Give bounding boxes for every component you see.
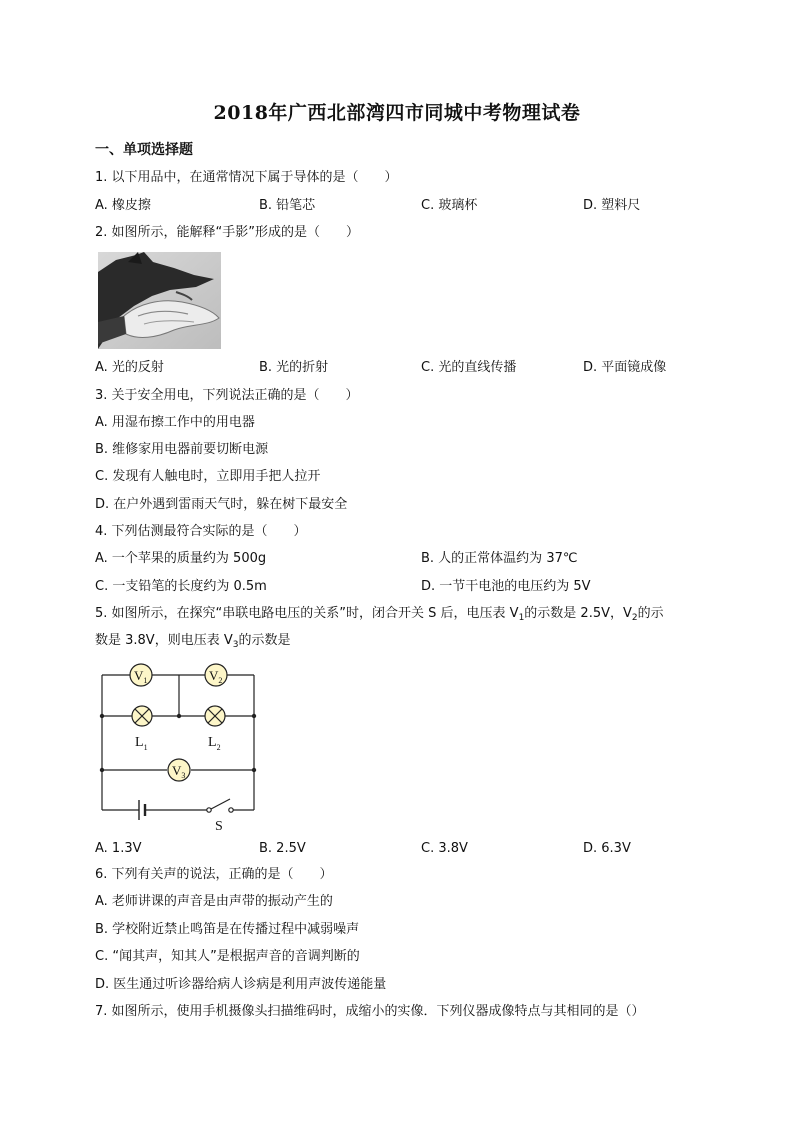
question-1-option-c: C. 玻璃杯 [421,198,478,213]
svg-text:L2 [208,735,221,752]
question-2-option-a: A. 光的反射 [95,360,164,375]
question-3-option-a: A. 用湿布擦工作中的用电器 [95,415,255,430]
question-6-option-c: C. “闻其声，知其人”是根据声音的音调判断的 [95,949,360,964]
question-5-option-a: A. 1.3V [95,841,142,856]
battery-symbol [139,800,145,820]
question-1-option-b: B. 铅笔芯 [259,198,316,213]
question-4-option-c: C. 一支铅笔的长度约为 0.5m [95,579,267,594]
circuit-diagram [97,658,259,833]
v2-label: V [209,668,219,683]
subscript: 1 [518,613,525,623]
question-3-stem: 3. 关于安全用电，下列说法正确的是（ ） [95,388,359,403]
question-6-option-b: B. 学校附近禁止鸣笛是在传播过程中减弱噪声 [95,922,360,937]
question-5-option-d: D. 6.3V [583,841,631,856]
subscript: 2 [631,613,638,623]
question-5-text: 的示 [637,606,664,621]
question-3-option-d: D. 在户外遇到雷雨天气时，躲在树下最安全 [95,497,348,512]
l1-label: L [135,735,144,750]
question-2-option-d: D. 平面镜成像 [583,360,667,375]
question-6-option-a: A. 老师讲课的声音是由声带的振动产生的 [95,894,333,909]
v3-subscript: 3 [181,771,186,780]
question-5-text: 的示数是 [238,633,291,648]
question-5-text: 的示数是 2.5V，V [524,606,632,621]
lamp-l2 [205,706,225,752]
voltmeter-v3 [168,759,190,781]
voltmeter-v2 [205,664,227,686]
v1-label: V [134,668,144,683]
question-5-text: 5. 如图所示，在探究“串联电路电压的关系”时，闭合开关 S 后，电压表 V [95,606,519,621]
question-7-stem: 7. 如图所示，使用手机摄像头扫描维码时，成缩小的实像．下列仪器成像特点与其相同的是（） [95,1004,645,1019]
question-1-stem: 1. 以下用品中，在通常情况下属于导体的是（ ） [95,170,398,185]
question-5-option-b: B. 2.5V [259,841,306,856]
question-4-option-a: A. 一个苹果的质量约为 500g [95,551,267,566]
question-2-stem: 2. 如图所示，能解释“手影”形成的是（ ） [95,225,360,240]
l2-label: L [208,735,217,750]
question-5-stem-line-1 [95,605,664,623]
switch-label: S [215,819,223,833]
question-4-option-b: B. 人的正常体温约为 37℃ [421,551,578,566]
question-6-stem: 6. 下列有关声的说法，正确的是（ ） [95,867,333,882]
svg-text:L1 [135,735,148,752]
switch-s [207,799,233,833]
question-5-option-c: C. 3.8V [421,841,468,856]
v1-subscript: 1 [143,676,148,685]
question-3-option-b: B. 维修家用电器前要切断电源 [95,442,269,457]
l2-subscript: 2 [216,743,221,752]
question-3-option-c: C. 发现有人触电时，立即用手把人拉开 [95,469,321,484]
section-heading: 一、单项选择题 [95,142,193,158]
question-1-option-a: A. 橡皮擦 [95,198,151,213]
exam-title: 2018年广西北部湾四市同城中考物理试卷 [213,102,581,124]
question-2-option-b: B. 光的折射 [259,360,329,375]
v2-subscript: 2 [218,676,223,685]
lamp-l1 [132,706,152,752]
voltmeter-v1 [130,664,152,686]
l1-subscript: 1 [143,743,148,752]
question-6-option-d: D. 医生通过听诊器给病人诊病是利用声波传递能量 [95,977,387,992]
hand-shadow-photo [98,252,221,349]
question-4-option-d: D. 一节干电池的电压约为 5V [421,579,591,594]
question-4-stem: 4. 下列估测最符合实际的是（ ） [95,524,307,539]
question-5-text: 数是 3.8V，则电压表 V [95,633,233,648]
v3-label: V [172,763,182,778]
question-2-option-c: C. 光的直线传播 [421,360,517,375]
question-1-option-d: D. 塑料尺 [583,198,641,213]
subscript: 3 [232,640,239,650]
question-5-stem-line-2 [95,632,290,650]
